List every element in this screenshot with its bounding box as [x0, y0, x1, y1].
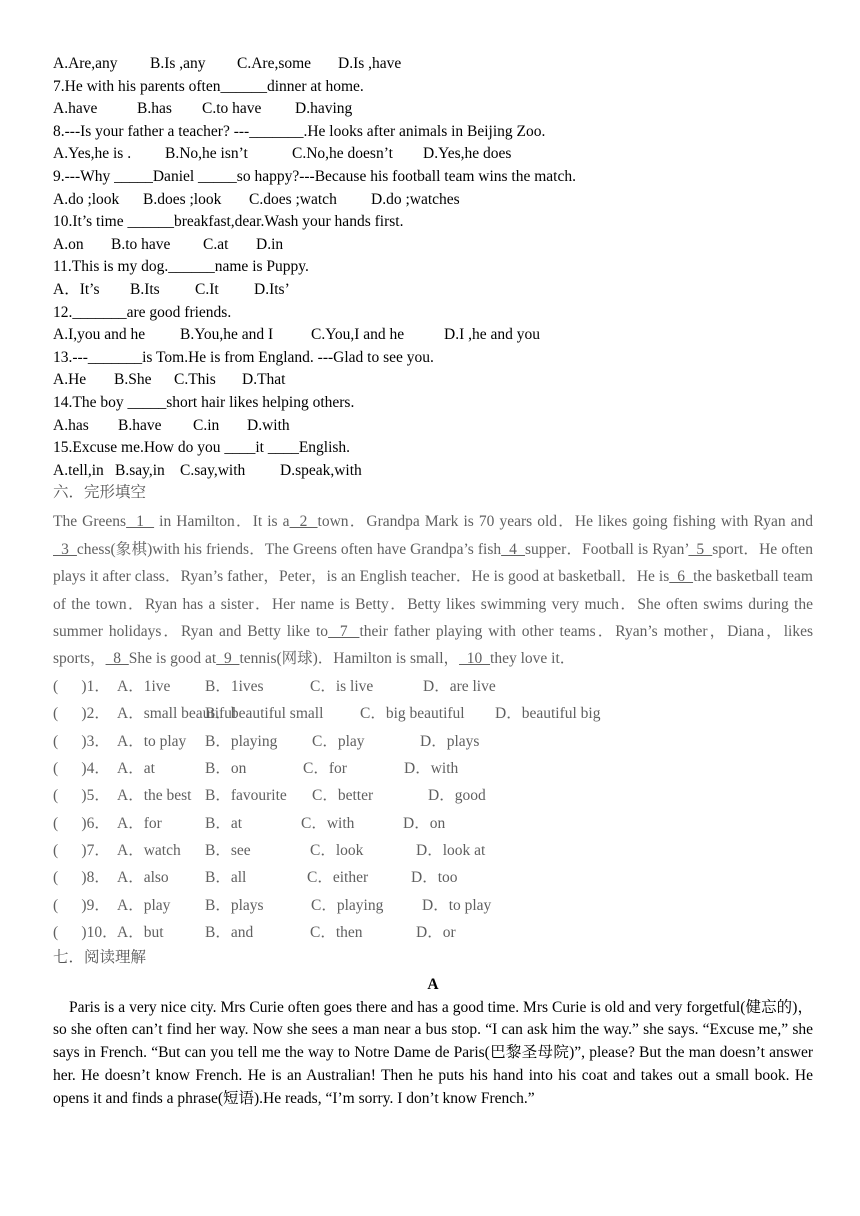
- option: C.to have: [202, 100, 262, 118]
- cloze-blank: 6: [669, 568, 694, 586]
- passage-text: The Greens: [53, 513, 127, 531]
- option: A．small beautiful: [117, 705, 237, 723]
- option: B．on: [205, 759, 247, 777]
- option-row: [53, 234, 813, 257]
- cloze-question-row: [53, 810, 813, 837]
- answer-bracket: ( )3．: [53, 732, 110, 750]
- option-row: [53, 460, 813, 483]
- option: D．or: [416, 924, 456, 942]
- question-stem: 13.---_______is Tom.He is from England. ---Glad to see you.: [53, 348, 434, 366]
- option: B．beautiful small: [205, 705, 324, 723]
- cloze-passage: [53, 508, 813, 672]
- passage-text: town．Grandpa Mark is 70 years old．He likes going fishing with Ryan and: [317, 513, 814, 531]
- cloze-question-row: [53, 919, 813, 946]
- option: B.have: [118, 416, 162, 434]
- answer-bracket: ( )10．: [53, 924, 118, 942]
- option: B．1ives: [205, 677, 264, 695]
- option: B.say,in: [115, 461, 165, 479]
- option: A.has: [53, 416, 89, 434]
- cloze-blank: 8: [105, 650, 129, 668]
- cloze-question-row: [53, 728, 813, 755]
- answer-bracket: ( )7．: [53, 842, 110, 860]
- passage-text: tennis(网球)．Hamilton is small，: [239, 650, 460, 668]
- option: D．too: [411, 869, 458, 887]
- option: C．better: [312, 787, 374, 805]
- option: D.Yes,he does: [423, 145, 512, 163]
- option: A.Are,any: [53, 55, 118, 72]
- option: D．with: [404, 759, 459, 777]
- option: C．with: [301, 814, 355, 832]
- option: D.with: [247, 416, 290, 434]
- cloze-question-row: [53, 837, 813, 864]
- option: A．1ive: [117, 677, 171, 695]
- option: C.It: [195, 280, 219, 298]
- option: A.have: [53, 100, 98, 118]
- option: C．is live: [310, 677, 374, 695]
- option: B.to have: [111, 235, 171, 253]
- answer-bracket: ( )2．: [53, 705, 110, 723]
- option: A.Yes,he is .: [53, 145, 132, 163]
- answer-bracket: ( )1．: [53, 677, 110, 695]
- option: B．favourite: [205, 787, 287, 805]
- option-row: [53, 143, 813, 166]
- option: C.in: [193, 416, 220, 434]
- answer-bracket: ( )4．: [53, 759, 110, 777]
- cloze-blank: 5: [688, 540, 713, 558]
- cloze-blank: 10: [459, 650, 491, 668]
- option: A.do ;look: [53, 190, 120, 208]
- option: B．playing: [205, 732, 278, 750]
- option: D.speak,with: [280, 461, 362, 479]
- option: D.I ,he and you: [444, 326, 540, 344]
- cloze-question-row: [53, 755, 813, 782]
- answer-bracket: ( )8．: [53, 869, 110, 887]
- cloze-blank: 4: [501, 540, 526, 558]
- option: D.Its’: [254, 280, 290, 298]
- question-stem: 14.The boy _____short hair likes helping others.: [53, 393, 355, 411]
- passage-text: in Hamilton．It is a: [154, 513, 290, 531]
- option: A.He: [53, 371, 87, 389]
- passage-text: they love it．: [490, 650, 576, 668]
- option: C.at: [203, 235, 229, 253]
- option-row: [53, 324, 813, 347]
- cloze-question-row: [53, 673, 813, 700]
- option-row: [53, 189, 813, 212]
- option: D.Is ,have: [338, 55, 402, 72]
- option: A．play: [117, 896, 171, 914]
- option: A．to play: [117, 732, 187, 750]
- section-heading-cloze: 六．完形填空: [53, 484, 147, 502]
- passage-text: chess(象棋)with his friends．The Greens often have Grandpa’s fish: [76, 540, 502, 558]
- passage-text: the basketball team of the town．Ryan has a sister．Her name is Betty．Betty likes swimming very much．She often swims during the summer holidays．Ryan and Betty like to: [53, 568, 813, 640]
- option: B.No,he isn’t: [165, 145, 248, 163]
- cloze-question-row: [53, 782, 813, 809]
- passage-text: She is good at: [128, 650, 217, 668]
- option: D．on: [403, 814, 446, 832]
- answer-bracket: ( )9．: [53, 896, 110, 914]
- option: A.I,you and he: [53, 326, 146, 344]
- option: C．play: [312, 732, 365, 750]
- option: B．plays: [205, 896, 264, 914]
- cloze-questions: [53, 673, 813, 947]
- question-stem: 7.He with his parents often______dinner at home.: [53, 77, 364, 95]
- passage-text: sport．He often plays it after class．Ryan’s father，Peter，is an English teacher．He is good at basketball．He is: [53, 540, 814, 586]
- option: A.on: [53, 235, 84, 253]
- option-row: [53, 415, 813, 438]
- question-stem: 9.---Why _____Daniel _____so happy?---Because his football team wins the match.: [53, 167, 576, 185]
- cloze-blank: 9: [216, 650, 240, 668]
- option: C．look: [310, 842, 364, 860]
- multiple-choice-questions: [53, 76, 813, 483]
- option-row: [53, 98, 813, 121]
- option: C.say,with: [180, 461, 246, 479]
- option: C．big beautiful: [360, 705, 465, 723]
- option: C．playing: [311, 896, 384, 914]
- option: C.This: [174, 371, 216, 389]
- option: D．good: [428, 787, 486, 805]
- cloze-question-row: [53, 864, 813, 891]
- cloze-blank: 1: [126, 513, 155, 531]
- question-stem: 10.It’s time ______breakfast,dear.Wash your hands first.: [53, 213, 404, 231]
- option-row: [53, 279, 813, 302]
- option: D.That: [242, 371, 286, 389]
- option: C.Are,some: [237, 55, 312, 72]
- cloze-question-row: [53, 892, 813, 919]
- cloze-blank: 2: [289, 513, 318, 531]
- option: B．all: [205, 869, 247, 887]
- option: B．see: [205, 842, 251, 860]
- question-stem: 15.Excuse me.How do you ____it ____English.: [53, 439, 351, 457]
- option: C.No,he doesn’t: [292, 145, 393, 163]
- question-stem: 8.---Is your father a teacher? ---_______.He looks after animals in Beijing Zoo.: [53, 122, 546, 140]
- option: A.tell,in: [53, 461, 104, 479]
- passage-text: their father playing with other teams．Ryan’s mother，Diana，likes sports，: [53, 622, 813, 668]
- option: B．at: [205, 814, 243, 832]
- option: B.does ;look: [143, 190, 222, 208]
- cloze-question-row: [53, 700, 813, 727]
- option: A．also: [117, 869, 169, 887]
- option: B.has: [137, 100, 172, 118]
- answer-bracket: ( )5．: [53, 787, 110, 805]
- option: B.Is ,any: [150, 55, 206, 72]
- option: A．It’s: [53, 280, 100, 298]
- option: D．are live: [423, 677, 496, 695]
- option: C．then: [310, 924, 363, 942]
- question-stem: 11.This is my dog.______name is Puppy.: [53, 258, 309, 276]
- option: C．for: [303, 759, 347, 777]
- option: D.having: [295, 100, 353, 118]
- option: A．for: [117, 814, 162, 832]
- option: A．at: [117, 759, 155, 777]
- option: B.Its: [130, 280, 160, 298]
- option: C.You,I and he: [311, 326, 405, 344]
- option: D．beautiful big: [495, 705, 601, 723]
- option: A．watch: [117, 842, 181, 860]
- option: B．and: [205, 924, 254, 942]
- option: D．to play: [422, 896, 492, 914]
- option-row-6: [53, 53, 813, 76]
- section-heading-reading: 七．阅读理解: [53, 948, 147, 966]
- answer-bracket: ( )6．: [53, 814, 110, 832]
- option: A．the best: [117, 787, 192, 805]
- option: D．look at: [416, 842, 486, 860]
- cloze-blank: 7: [328, 622, 360, 640]
- option: D.in: [256, 235, 284, 253]
- option: B.You,he and I: [180, 326, 274, 344]
- option: D．plays: [420, 732, 480, 750]
- reading-paragraph: Paris is a very nice city. Mrs Curie often goes there and has a good time. Mrs Curie is old and very forgetful(健忘的)，so she often can’t find her way. Now she sees a man near a bus stop. “I can ask him the way.” she says. “Excuse me,” she says in French. “But can you tell me the way to Notre Dame de Paris(巴黎圣母院)”, please? But the man doesn’t answer her. He doesn’t know French. He is an Australian! Then he puts his hand into his coat and takes out a small book. He opens it and finds a phrase(短语).He reads, “I’m sorry. I don’t know French.”: [53, 998, 813, 1107]
- question-stem: 12._______are good friends.: [53, 303, 232, 321]
- reading-part-title: A: [427, 975, 439, 993]
- option: D.do ;watches: [371, 190, 460, 208]
- cloze-blank: 3: [53, 540, 77, 558]
- exam-page: [53, 53, 813, 1111]
- option-row: [53, 369, 813, 392]
- option: C．either: [307, 869, 369, 887]
- passage-text: supper．Football is Ryan’: [525, 540, 689, 558]
- option: B.She: [114, 371, 152, 389]
- option: C.does ;watch: [249, 190, 337, 208]
- option: A．but: [117, 924, 164, 942]
